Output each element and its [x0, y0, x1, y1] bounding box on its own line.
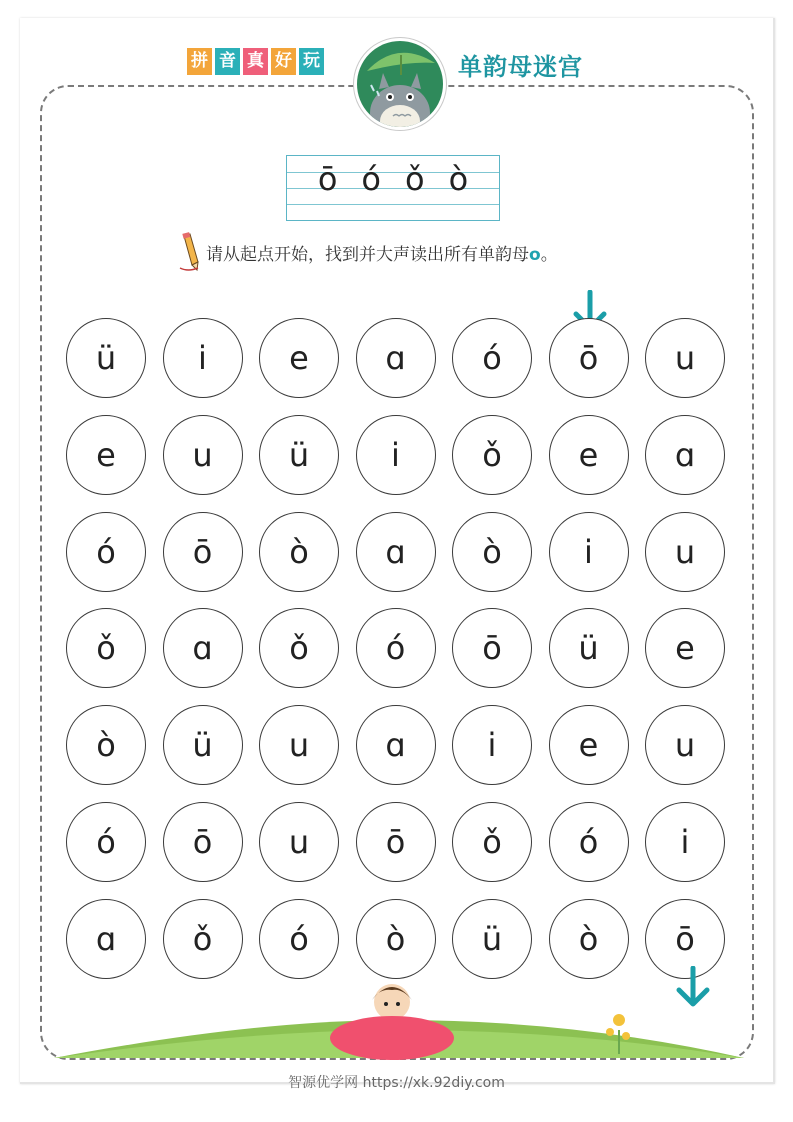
- maze-cell-r4-c3[interactable]: ǒ: [259, 608, 339, 688]
- maze-cell-r5-c3[interactable]: u: [259, 705, 339, 785]
- maze-cell-r2-c7[interactable]: ɑ: [645, 415, 725, 495]
- instruction-main: 请从起点开始，找到并大声读出所有单韵母: [206, 245, 529, 265]
- maze-cell-r3-c1[interactable]: ó: [66, 512, 146, 592]
- totoro-icon: [357, 41, 443, 127]
- maze-cell-r3-c4[interactable]: ɑ: [356, 512, 436, 592]
- instruction-text: [206, 240, 558, 265]
- tone-1: ō: [317, 160, 338, 198]
- maze-cell-r5-c5[interactable]: i: [452, 705, 532, 785]
- maze-cell-r4-c5[interactable]: ō: [452, 608, 532, 688]
- maze-cell-r7-c1[interactable]: ɑ: [66, 899, 146, 979]
- maze-cell-r4-c2[interactable]: ɑ: [163, 608, 243, 688]
- maze-cell-r2-c5[interactable]: ǒ: [452, 415, 532, 495]
- maze-cell-r4-c6[interactable]: ü: [549, 608, 629, 688]
- maze-cell-r3-c5[interactable]: ò: [452, 512, 532, 592]
- maze-cell-r2-c1[interactable]: e: [66, 415, 146, 495]
- maze-cell-r6-c5[interactable]: ǒ: [452, 802, 532, 882]
- maze-cell-r5-c2[interactable]: ü: [163, 705, 243, 785]
- pencil-icon: [176, 232, 204, 272]
- maze-cell-r5-c7[interactable]: u: [645, 705, 725, 785]
- maze-cell-r1-c2[interactable]: i: [163, 318, 243, 398]
- maze-cell-r3-c6[interactable]: i: [549, 512, 629, 592]
- maze-cell-r1-c1[interactable]: ü: [66, 318, 146, 398]
- maze-cell-r7-c6[interactable]: ò: [549, 899, 629, 979]
- tone-list: [286, 160, 500, 198]
- maze-cell-r3-c3[interactable]: ò: [259, 512, 339, 592]
- maze-cell-r2-c2[interactable]: u: [163, 415, 243, 495]
- maze-cell-r1-c3[interactable]: e: [259, 318, 339, 398]
- maze-cell-r6-c4[interactable]: ō: [356, 802, 436, 882]
- maze-cell-r1-c6[interactable]: ō: [549, 318, 629, 398]
- maze-cell-r4-c7[interactable]: e: [645, 608, 725, 688]
- tone-2: ó: [361, 160, 381, 198]
- tone-3: ǒ: [405, 160, 425, 198]
- maze-cell-r6-c3[interactable]: u: [259, 802, 339, 882]
- maze-cell-r5-c1[interactable]: ò: [66, 705, 146, 785]
- header-tabs: [187, 48, 324, 75]
- maze-cell-r2-c3[interactable]: ü: [259, 415, 339, 495]
- maze-cell-r5-c4[interactable]: ɑ: [356, 705, 436, 785]
- tab-pin: 拼: [187, 48, 212, 75]
- maze-cell-r1-c5[interactable]: ó: [452, 318, 532, 398]
- maze-cell-r7-c7[interactable]: ō: [645, 899, 725, 979]
- instruction-end: 。: [540, 245, 558, 265]
- tab-yin: 音: [215, 48, 240, 75]
- maze-cell-r3-c2[interactable]: ō: [163, 512, 243, 592]
- maze-cell-r4-c4[interactable]: ó: [356, 608, 436, 688]
- maze-cell-r1-c7[interactable]: u: [645, 318, 725, 398]
- maze-cell-r3-c7[interactable]: u: [645, 512, 725, 592]
- maze-cell-r6-c2[interactable]: ō: [163, 802, 243, 882]
- tab-zhen: 真: [243, 48, 268, 75]
- maze-cell-r1-c4[interactable]: ɑ: [356, 318, 436, 398]
- footer-source: 智源优学网 https://xk.92diy.com: [288, 1075, 505, 1091]
- maze-cell-r4-c1[interactable]: ǒ: [66, 608, 146, 688]
- instruction-highlight: o: [529, 245, 541, 265]
- maze-cell-r5-c6[interactable]: e: [549, 705, 629, 785]
- tab-hao: 好: [271, 48, 296, 75]
- tone-4: ò: [448, 160, 469, 198]
- maze-cell-r7-c2[interactable]: ǒ: [163, 899, 243, 979]
- grass-hill: [54, 980, 744, 1064]
- maze-cell-r2-c4[interactable]: i: [356, 415, 436, 495]
- tab-wan: 玩: [299, 48, 324, 75]
- page-title: 单韵母迷宫: [458, 53, 583, 81]
- maze-cell-r2-c6[interactable]: e: [549, 415, 629, 495]
- maze-cell-r6-c7[interactable]: i: [645, 802, 725, 882]
- maze-cell-r7-c3[interactable]: ó: [259, 899, 339, 979]
- maze-cell-r6-c1[interactable]: ó: [66, 802, 146, 882]
- maze-cell-r7-c4[interactable]: ò: [356, 899, 436, 979]
- maze-cell-r6-c6[interactable]: ó: [549, 802, 629, 882]
- maze-cell-r7-c5[interactable]: ü: [452, 899, 532, 979]
- totoro-badge: [354, 38, 446, 130]
